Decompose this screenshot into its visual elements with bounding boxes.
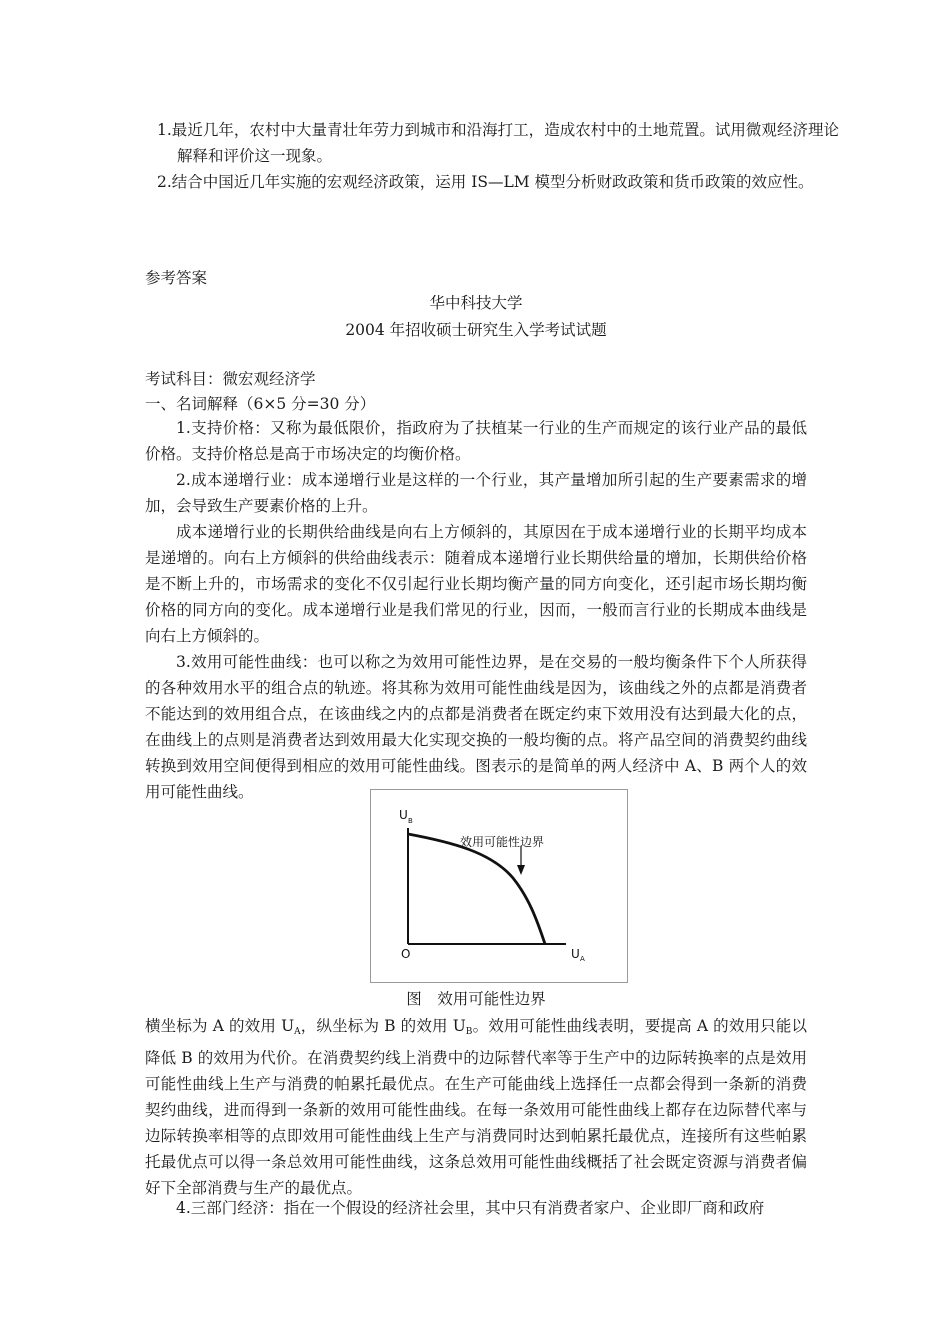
y-axis-label: U (399, 808, 408, 822)
origin-label: O (401, 947, 411, 961)
frontier-curve (408, 834, 545, 944)
exam-title: 2004 年招收硕士研究生入学考试试题 (345, 321, 607, 339)
utility-frontier-figure (370, 789, 628, 983)
term-three-sector-economy: 4.三部门经济：指在一个假设的经济社会里，其中只有消费者家户、企业即厂商和政府 (176, 1199, 765, 1217)
text-run: 横坐标为 A 的效用 U (145, 1017, 295, 1035)
answer-label: 参考答案 (145, 269, 208, 287)
subscript-b: B (465, 1027, 473, 1037)
term-increasing-cost-industry: 2.成本递增行业：成本递增行业是这样的一个行业，其产量增加所引起的生产要素需求的增加，会导致生产要素价格的上升。 (145, 471, 807, 515)
exam-subject: 考试科目：微宏观经济学 (145, 370, 316, 388)
text-run: 。效用可能性曲线表明，要提高 A 的效用只能以降低 B 的效用为代价。在消费契约线上消费中的边际替代率等于生产中的边际转换率的点是效用可能性曲线上生产与消费的帕累托最优点。在生产可能曲线上选择任一点都会得到一条新的消费契约曲线，进而得到一条新的效用可能性曲线。在每一条效用可能性曲线上都存在边际替代率与边际转换率相等的点即效用可能性曲线上生产与消费同时达到帕累托最优点，连接所有这些帕累托最优点可以得一条总效用可能性曲线，这条总效用可能性曲线概括了社会既定资源与消费者偏好下全部消费与生产的最优点。 (145, 1017, 807, 1197)
section-heading: 一、名词解释（6×5 分=30 分） (145, 395, 376, 413)
figure-caption: 图 效用可能性边界 (406, 990, 546, 1008)
paragraph-frontier-explanation (145, 1013, 807, 1201)
question-1: 1.最近几年，农村中大量青壮年劳力到城市和沿海打工，造成农村中的土地荒置。试用微观经济理论解释和评价这一现象。 (157, 121, 839, 165)
university-title: 华中科技大学 (429, 294, 523, 312)
term-support-price: 1.支持价格：又称为最低限价，指政府为了扶植某一行业的生产而规定的该行业产品的最低价格。支持价格总是高于市场决定的均衡价格。 (145, 419, 807, 463)
utility-frontier-diagram (371, 790, 629, 984)
x-axis-subscript: A (580, 955, 585, 963)
frontier-label: 效用可能性边界 (460, 835, 545, 849)
paragraph-long-run-supply: 成本递增行业的长期供给曲线是向右上方倾斜的，其原因在于成本递增行业的长期平均成本是递增的。向右上方倾斜的供给曲线表示：随着成本递增行业长期供给量的增加，长期供给价格是不断上升的，市场需求的变化不仅引起行业长期均衡产量的同方向变化，还引起市场长期均衡价格的同方向的变化。成本递增行业是我们常见的行业，因而，一般而言行业的长期成本曲线是向右上方倾斜的。 (145, 523, 807, 645)
y-axis-subscript: B (408, 817, 413, 825)
question-2: 2.结合中国近几年实施的宏观经济政策，运用 IS—LM 模型分析财政政策和货币政策的效应性。 (157, 173, 814, 191)
subscript-a: A (294, 1027, 301, 1037)
x-axis-label: U (571, 947, 580, 961)
text-run: ，纵坐标为 B 的效用 U (300, 1017, 466, 1035)
pointer-arrow-head (517, 865, 525, 875)
term-utility-possibility-curve: 3.效用可能性曲线：也可以称之为效用可能性边界，是在交易的一般均衡条件下个人所获得的各种效用水平的组合点的轨迹。将其称为效用可能性曲线是因为，该曲线之外的点都是消费者不能达到的效用组合点，在该曲线之内的点都是消费者在既定约束下效用没有达到最大化的点，在曲线上的点则是消费者达到效用最大化实现交换的一般均衡的点。将产品空间的消费契约曲线转换到效用空间便得到相应的效用可能性曲线。图表示的是简单的两人经济中 A、B 两个人的效用可能性曲线。 (145, 653, 807, 801)
